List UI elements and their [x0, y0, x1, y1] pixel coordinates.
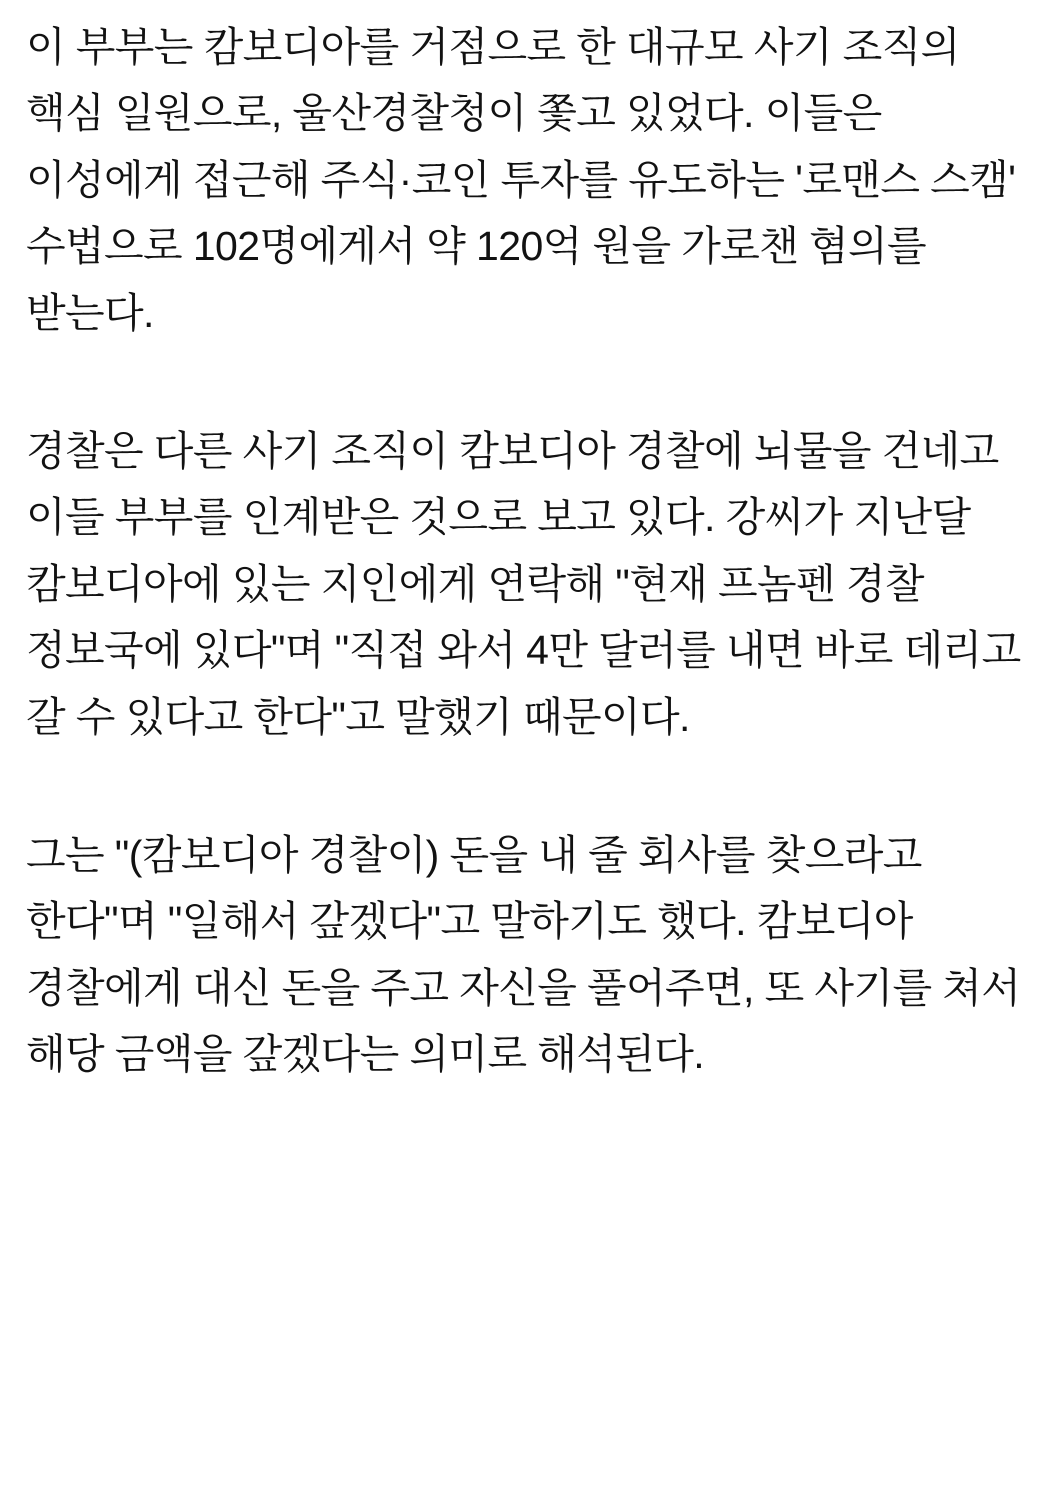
article-paragraph: 이 부부는 캄보디아를 거점으로 한 대규모 사기 조직의 핵심 일원으로, 울산경찰청이 쫓고 있었다. 이들은 이성에게 접근해 주식·코인 투자를 유도하는 '로맨스 스캠' 수법으로 102명에게서 약 120억 원을 가로챈 혐의를 받는다. [26, 24, 1016, 336]
article-paragraph: 그는 "(캄보디아 경찰이) 돈을 내 줄 회사를 찾으라고 한다"며 "일해서 갚겠다"고 말하기도 했다. 캄보디아 경찰에게 대신 돈을 주고 자신을 풀어주면, 또 사기를 쳐서 해당 금액을 갚겠다는 의미로 해석된다. [26, 832, 1021, 1078]
article-paragraph: 경찰은 다른 사기 조직이 캄보디아 경찰에 뇌물을 건네고 이들 부부를 인계받은 것으로 보고 있다. 강씨가 지난달 캄보디아에 있는 지인에게 연락해 "현재 프놈펜 경찰 정보국에 있다"며 "직접 와서 4만 달러를 내면 바로 데리고 갈 수 있다고 한다"고 말했기 때문이다. [26, 428, 1021, 740]
